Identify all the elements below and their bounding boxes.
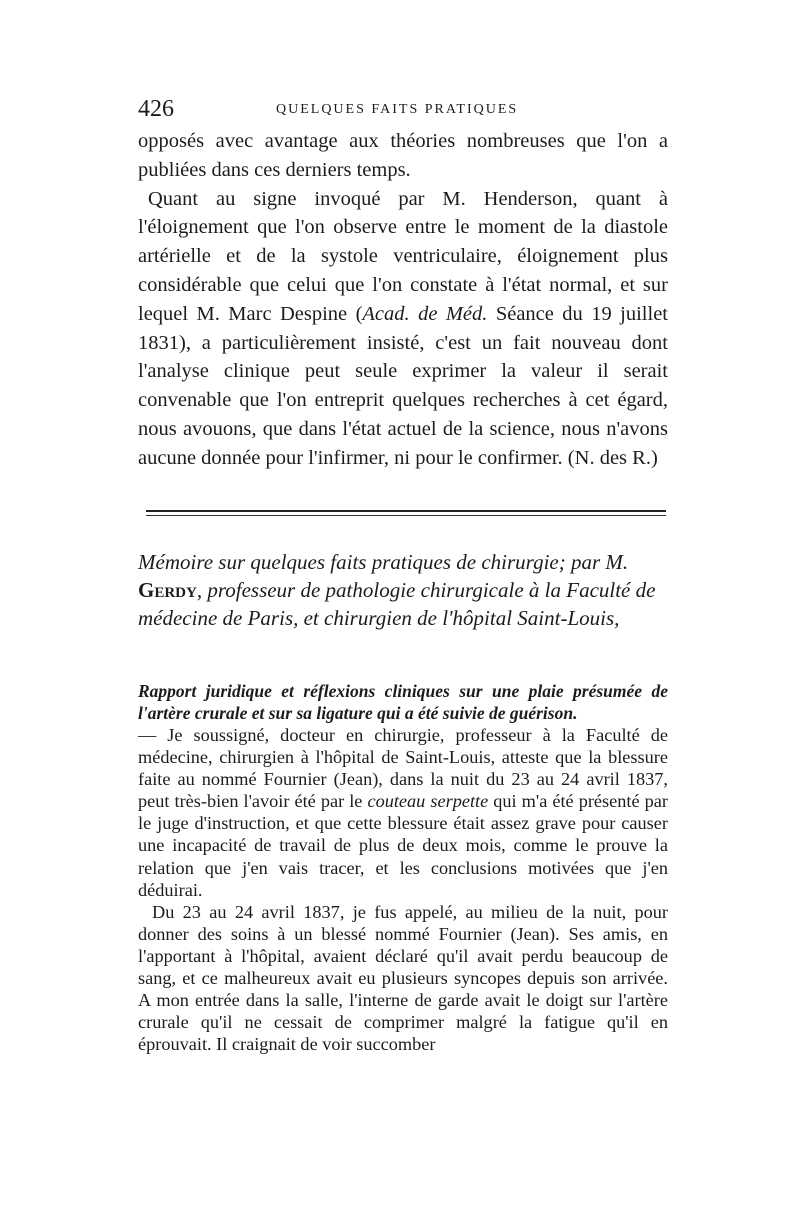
- rapport-text-a: — Je soussigné, docteur en chirurgie, professeur à la Faculté de médecine, chirurgien à l'hôpital de Saint-Louis, atteste que la blessure faite au nommé Fournier (Jean), dans la nuit du 23 au 24 avril 1837, peut très-bien l'avoir été par le: [138, 725, 668, 812]
- page-header: [138, 96, 668, 130]
- memoire-title: [138, 548, 668, 632]
- note-paragraph-2: [138, 185, 668, 473]
- page-number: 426: [138, 96, 174, 122]
- section-separator: [146, 510, 666, 516]
- rapport-weapon: couteau serpette: [367, 791, 489, 812]
- memoire-title-block: [138, 548, 668, 632]
- rapport-heading: Rapport juridique et réflexions cliniques sur une plaie présumée de l'artère crurale et sur sa ligature qui a été suivie de guérison.: [138, 681, 668, 723]
- rapport-section: [138, 680, 668, 1055]
- editorial-note: [138, 127, 668, 473]
- memoire-title-a: Mémoire sur quelques faits pratiques de chirurgie; par M.: [138, 550, 629, 574]
- memoire-title-b: , professeur de pathologie chirurgicale à la Faculté de médecine de Paris, et chirurgien de l'hôpital Saint-Louis,: [138, 578, 656, 630]
- rapport-text-b: qui m'a été présenté par le juge d'instruction, et que cette blessure était assez grave pour causer une incapacité de travail de plus de deux mois, comme le prouve la relation que j'en vais tracer, et les conclusions motivées que j'en déduirai.: [138, 791, 668, 900]
- note-paragraph-1: opposés avec avantage aux théories nombreuses que l'on a publiées dans ces derniers temps.: [138, 130, 668, 181]
- rapport-paragraph-1: [138, 724, 668, 901]
- memoire-author: Gerdy: [138, 578, 197, 602]
- note-reference: Acad. de Méd.: [362, 302, 488, 325]
- rapport-paragraph-2: Du 23 au 24 avril 1837, je fus appelé, au milieu de la nuit, pour donner des soins à un blessé nommé Fournier (Jean). Ses amis, en l'apportant à l'hôpital, avaient déclaré qu'il avait perdu beaucoup de sang, et ce malheureux avait eu plusieurs syncopes depuis son arrivée. A mon entrée dans la salle, l'interne de garde avait le doigt sur l'artère crurale qu'il ne cessait de comprimer malgré la fatigue qu'il en éprouvait. Il craignait de voir succomber: [138, 901, 668, 1055]
- note-text-b: Séance du 19 juillet 1831), a particulièrement insisté, c'est un fait nouveau dont l'analyse clinique peut seule exprimer la valeur il serait convenable que l'on entreprit quelques recherches à cet égard, nous avouons, que dans l'état actuel de la science, nous n'avons aucune donnée pour l'infirmer, ni pour le confirmer. (N. des R.): [138, 302, 668, 469]
- running-title: QUELQUES FAITS PRATIQUES: [276, 102, 519, 117]
- note-text-a: Quant au signe invoqué par M. Henderson, quant à l'éloignement que l'on observe entre le moment de la diastole artérielle et de la systole ventriculaire, éloignement plus considérable que celui que l'on constate à l'état normal, et sur lequel M. Marc Despine (: [138, 187, 668, 325]
